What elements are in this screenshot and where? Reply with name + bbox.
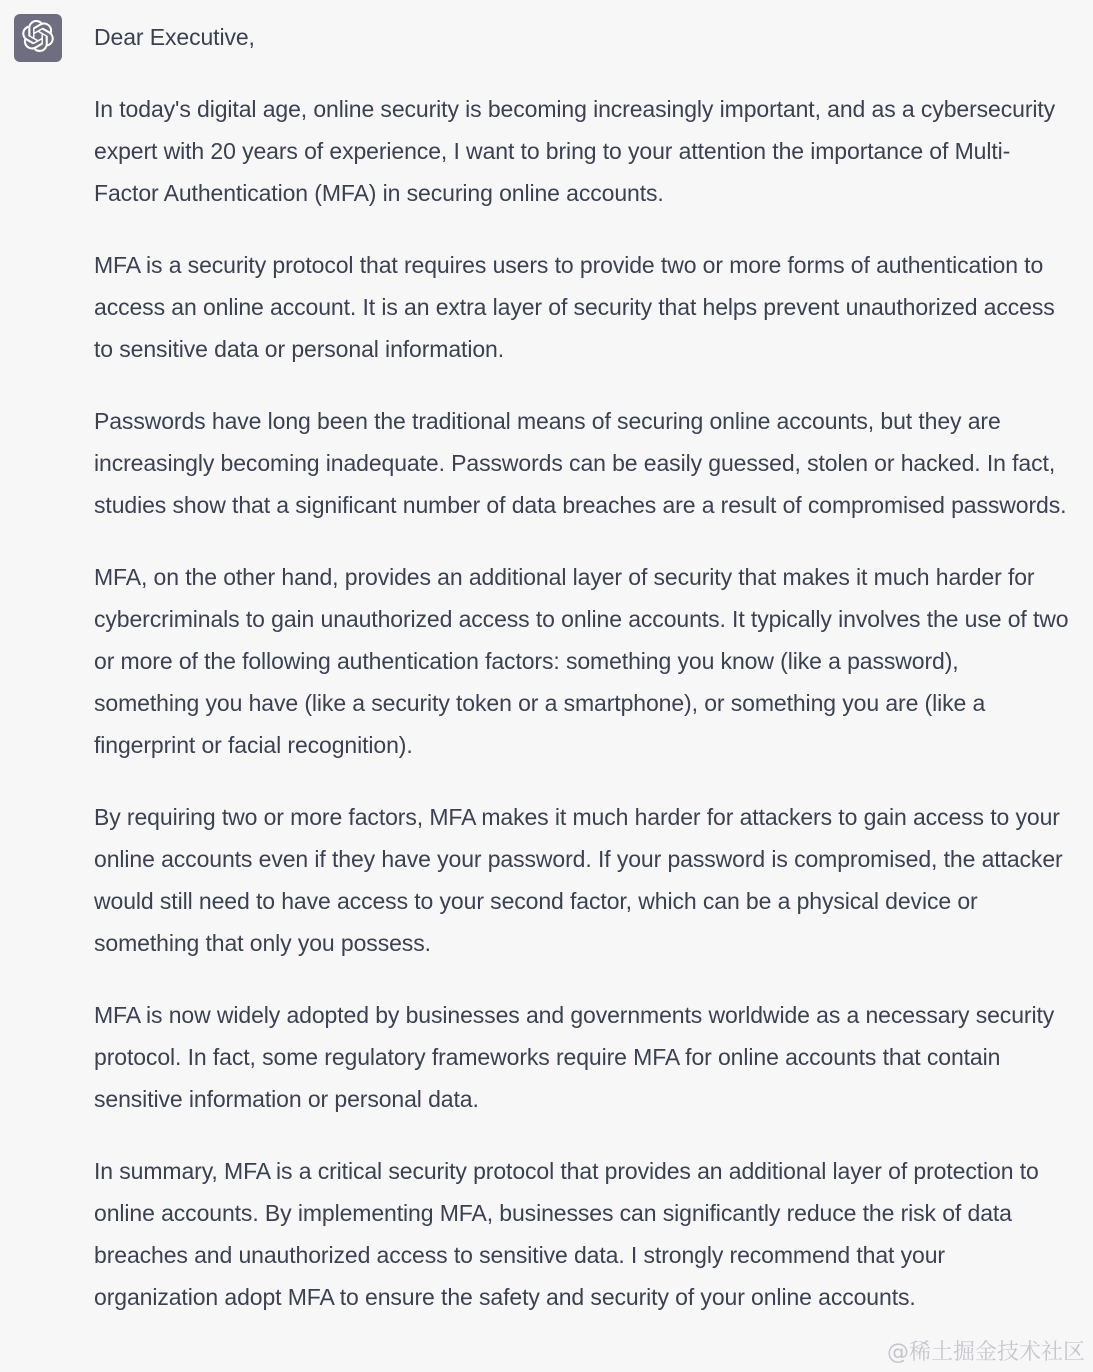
message-paragraph: Passwords have long been the traditional means of securing online accounts, but they are increasingly becoming inadequate. Passwords can be easily guessed, stolen or hacked. In fact, studies show that a significant number of data breaches are a result of compromised passwords. bbox=[94, 408, 1067, 518]
openai-logo-icon bbox=[22, 20, 54, 57]
message-paragraph: By requiring two or more factors, MFA makes it much harder for attackers to gain access to your online accounts even if they have your password. If your password is compromised, the attacker would still need to have access to your second factor, which can be a physical device or something that only you possess. bbox=[94, 804, 1063, 956]
watermark: @稀土掘金技术社区 bbox=[886, 1340, 1085, 1365]
assistant-avatar bbox=[14, 14, 62, 62]
message-paragraph: In summary, MFA is a critical security protocol that provides an additional layer of protection to online accounts. By implementing MFA, businesses can significantly reduce the risk of data breaches and unauthorized access to sensitive data. I strongly recommend that your organization adopt MFA to ensure the safety and security of your online accounts. bbox=[94, 1158, 1039, 1310]
message-paragraph: MFA is a security protocol that requires users to provide two or more forms of authentication to access an online account. It is an extra layer of security that helps prevent unauthorized access to sensitive data or personal information. bbox=[94, 252, 1055, 362]
message-paragraph: MFA, on the other hand, provides an additional layer of security that makes it much harder for cybercriminals to gain unauthorized access to online accounts. It typically involves the use of two or more of the following authentication factors: something you know (like a password), something you have (like a security token or a smartphone), or something you are (like a fingerprint or facial recognition). bbox=[94, 564, 1069, 758]
message-paragraph: In today's digital age, online security is becoming increasingly important, and as a cybersecurity expert with 20 years of experience, I want to bring to your attention the importance of Multi-Factor Authentication (MFA) in securing online accounts. bbox=[94, 96, 1056, 206]
message-paragraph-salutation: Dear Executive, bbox=[94, 24, 255, 50]
message-content bbox=[94, 14, 1069, 1318]
message-paragraph: MFA is now widely adopted by businesses and governments worldwide as a necessary security protocol. In fact, some regulatory frameworks require MFA for online accounts that contain sensitive information or personal data. bbox=[94, 1002, 1055, 1112]
